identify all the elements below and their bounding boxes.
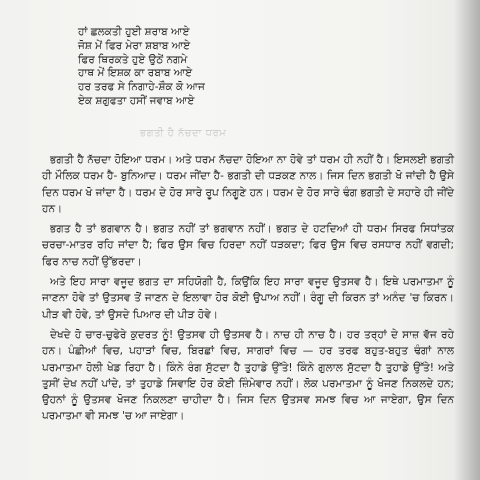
- paragraph-text: ਦੇਖਦੇ ਹੋ ਚਾਰ-ਚੁਫੇਰੇ ਕੁਦਰਤ ਨੂੰ! ਉਤਸਵ ਹੀ ਉਤਸਵ ਹੈ। ਨਾਚ ਹੀ ਨਾਚ ਹੈ। ਹਰ ਤਰ੍ਹਾਂ ਦੇ ਸਾਜ਼ ਵੱਜ ਰਹੇ ਹਨ। ਪੰਛੀਆਂ ਵਿਚ, ਪਹਾੜਾਂ ਵਿਚ, ਬਿਰਛਾਂ ਵਿਚ, ਸਾਗਰਾਂ ਵਿਚ — ਹਰ ਤਰਫ ਬਹੁਤ-ਬਹੁਤ ਢੰਗਾਂ ਨਾਲ ਪਰਮਾਤਮਾ ਹੋਲੀ ਖੇਡ ਰਿਹਾ ਹੈ। ਕਿੰਨੇ ਰੰਗ ਸੁੱਟਦਾ ਹੈ ਤੁਹਾਡੇ ਉੱਤੇ! ਕਿੰਨੇ ਗੁਲਾਲ ਸੁੱਟਦਾ ਹੈ ਤੁਹਾਡੇ ਉੱਤੇ! ਅਤੇ ਤੁਸੀਂ ਦੇਖ ਨਹੀਂ ਪਾਂਦੇ, ਤਾਂ ਤੁਹਾਡੇ ਸਿਵਾਇ ਹੋਰ ਕੋਈ ਜ਼ਿੰਮੇਵਾਰ ਨਹੀਂ। ਲੋਕ ਪਰਮਾਤਮਾ ਨੂੰ ਖੋਜਣ ਨਿਕਲਦੇ ਹਨ; ਉਹਨਾਂ ਨੂੰ ਉਤਸਵ ਖੋਜਣ ਨਿਕਲਣਾ ਚਾਹੀਦਾ ਹੈ। ਜਿਸ ਦਿਨ ਉਤਸਵ ਸਮਝ ਵਿਚ ਆ ਜਾਏਗਾ, ਉਸ ਦਿਨ ਪਰਮਾਤਮਾ ਵੀ ਸਮਝ 'ਚ ਆ ਜਾਏਗਾ।: [42, 328, 454, 423]
- poem-line: ਹਰ ਤਰਫ ਸੇ ਨਿਗਾਹੇ-ਸ਼ੌਕ ਕੋ ਆਜ: [78, 81, 205, 94]
- poem-block: [78, 26, 408, 109]
- paragraph: [42, 152, 454, 217]
- poem-line: ਜੋਸ਼ ਮੇਂ ਫਿਰ ਮੇਰਾ ਸ਼ਬਾਬ ਆਏ: [78, 39, 191, 52]
- poem-line: ਫਿਰ ਥਿਰਕਤੇ ਹੁਏ ਉਠੇਂ ਨਗਮੇ: [78, 53, 188, 66]
- paragraph-text: ਭਗਤ ਹੈ ਤਾਂ ਭਗਵਾਨ ਹੈ। ਭਗਤ ਨਹੀਂ ਤਾਂ ਭਗਵਾਨ ਨਹੀਂ। ਭਗਤ ਦੇ ਹਟਦਿਆਂ ਹੀ ਧਰਮ ਸਿਰਫ ਸਿਧਾਂਤਕ ਚਰਚਾ-ਮਾਤਰ ਰਹਿ ਜਾਂਦਾ ਹੈ; ਫਿਰ ਉਸ ਵਿਚ ਹਿਰਦਾ ਨਹੀਂ ਧੜਕਦਾ; ਫਿਰ ਉਸ ਵਿਚ ਰਸਧਾਰ ਨਹੀਂ ਵਗਦੀ; ਫਿਰ ਨਾਚ ਨਹੀਂ ਉੱਭਰਦਾ।: [42, 223, 454, 268]
- paragraph-text: ਭਗਤੀ ਹੈ ਨੱਚਦਾ ਹੋਇਆ ਧਰਮ। ਅਤੇ ਧਰਮ ਨੱਚਦਾ ਹੋਇਆ ਨਾ ਹੋਵੇ ਤਾਂ ਧਰਮ ਹੀ ਨਹੀਂ ਹੈ। ਇਸਲਈ ਭਗਤੀ ਹੀ ਮੌਲਿਕ ਧਰਮ ਹੈ- ਬੁਨਿਆਦ। ਧਰਮ ਜੀਂਦਾ ਹੈ- ਭਗਤੀ ਦੀ ਧੜਕਣ ਨਾਲ। ਜਿਸ ਦਿਨ ਭਗਤੀ ਖੋ ਜਾਂਦੀ ਹੈ ਉਸੇ ਦਿਨ ਧਰਮ ਖੋ ਜਾਂਦਾ ਹੈ। ਧਰਮ ਦੇ ਹੋਰ ਸਾਰੇ ਰੂਪ ਨਿਗੂਣੇ ਹਨ। ਧਰਮ ਦੇ ਹੋਰ ਸਾਰੇ ਢੰਗ ਭਗਤੀ ਦੇ ਸਹਾਰੇ ਹੀ ਜੀਂਦੇ ਹਨ।: [42, 154, 454, 215]
- paragraph: [42, 327, 454, 425]
- paragraph: [42, 221, 454, 270]
- paragraph: [42, 274, 454, 323]
- faint-show-through-heading: ਭਗਤੀ ਹੈ ਨੱਚਦਾ ਧਰਮ: [140, 128, 227, 139]
- poem-line: ਹਾਥ ਮੇਂ ਇਸ਼ਕ ਕਾ ਰਬਾਬ ਆਏ: [78, 67, 193, 80]
- paragraph-text: ਅਤੇ ਇਹ ਸਾਰਾ ਵਜੂਦ ਭਗਤ ਦਾ ਸਹਿਯੋਗੀ ਹੈ, ਕਿਉਂਕਿ ਇਹ ਸਾਰਾ ਵਜੂਦ ਉਤਸਵ ਹੈ। ਇਥੇ ਪਰਮਾਤਮਾ ਨੂੰ ਜਾਣਨਾ ਹੋਵੇ ਤਾਂ ਉਤਸਵ ਤੋਂ ਜਾਣਨ ਦੇ ਇਲਾਵਾ ਹੋਰ ਕੋਈ ਉਪਾਅ ਨਹੀਂ। ਰੰਗੂ ਦੀ ਕਿਰਨ ਤਾਂ ਅਨੰਦ 'ਚ ਕਿਰਨ। ਪੀੜ ਵੀ ਹੋਵੇ, ਤਾਂ ਉਸਦੇ ਪਿਆਰ ਦੀ ਪੀੜ ਹੋਵੇ।: [42, 276, 454, 321]
- poem-line: ਹਾਂ ਛਲਕਤੀ ਹੁਈ ਸ਼ਰਾਬ ਆਏ: [78, 26, 190, 38]
- poem-line: ਏਕ ਸ਼ਗੁਫਤਾ ਹਸੀਂ ਜਵਾਬ ਆਏ: [78, 94, 195, 107]
- prose-block: [42, 152, 454, 425]
- page-edge-shadow: [454, 0, 480, 480]
